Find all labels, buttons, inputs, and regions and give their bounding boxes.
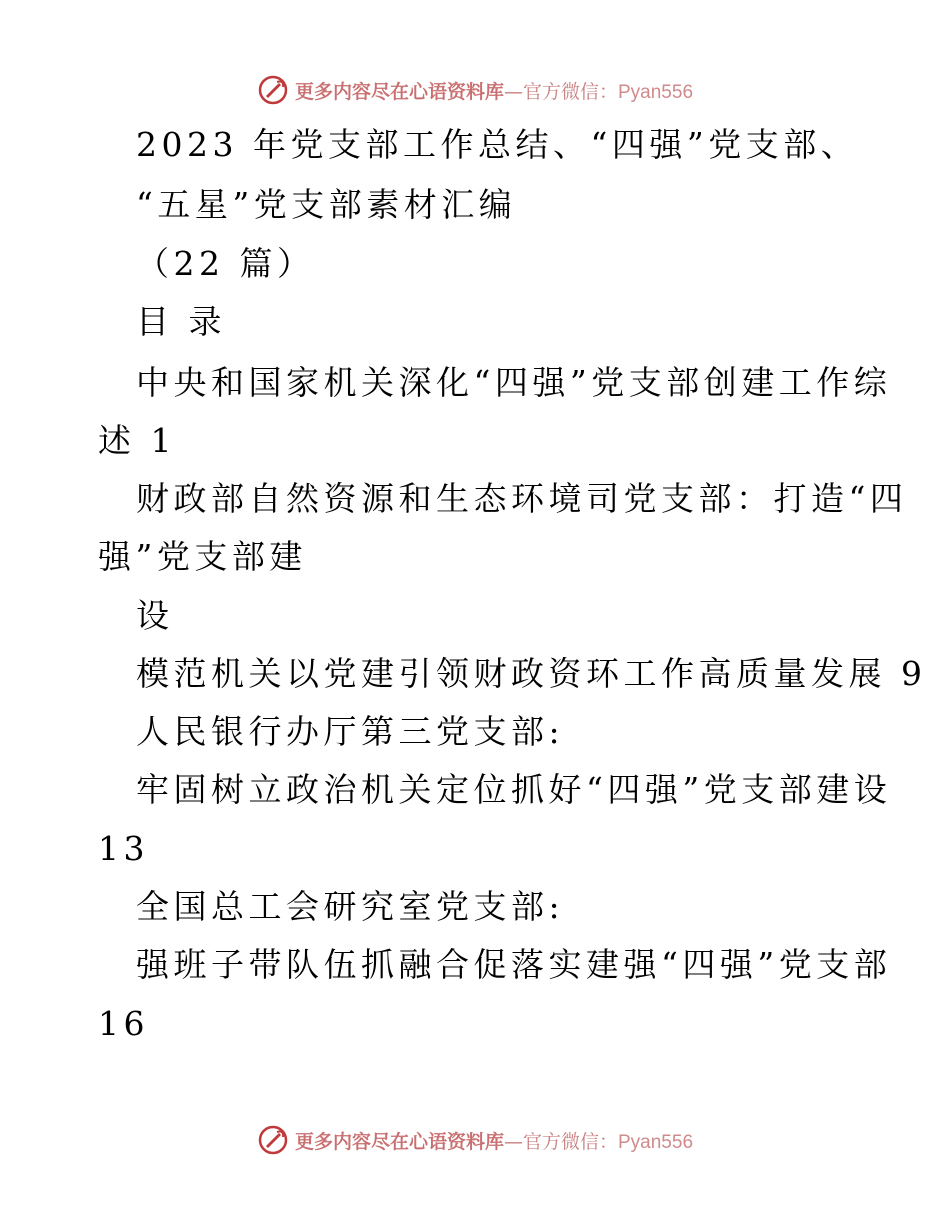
watermark-brand: 更多内容尽在心语资料库 — [294, 1130, 504, 1153]
toc-entry-5-line-1: 全国总工会研究室党支部: — [136, 887, 565, 926]
toc-entry-3: 模范机关以党建引领财政资环工作高质量发展 9 — [136, 654, 927, 693]
watermark-brand: 更多内容尽在心语资料库 — [294, 80, 504, 103]
toc-entry-2-line-3: 设 — [136, 596, 174, 635]
toc-entry-1-line-1: 中央和国家机关深化“四强”党支部创建工作综 — [136, 363, 892, 402]
watermark-handle: Pyan556 — [618, 1131, 694, 1153]
watermark-handle: Pyan556 — [618, 81, 694, 103]
doc-title-line-1: 2023 年党支部工作总结、“四强”党支部、 — [136, 125, 859, 164]
watermark-label: 官方微信： — [522, 80, 618, 103]
doc-count: （22 篇） — [136, 244, 315, 283]
toc-heading: 目 录 — [136, 302, 226, 341]
toc-entry-4-line-1: 人民银行办厅第三党支部: — [136, 712, 565, 751]
toc-entry-1-line-2: 述 1 — [98, 421, 176, 460]
watermark-text — [295, 1127, 693, 1154]
toc-entry-2-line-1: 财政部自然资源和生态环境司党支部：打造“四 — [136, 479, 908, 518]
watermark-label: 官方微信： — [522, 1130, 618, 1153]
doc-title-line-2: “五星”党支部素材汇编 — [136, 185, 517, 224]
watermark-dash: — — [503, 80, 523, 103]
toc-entry-5-line-2: 强班子带队伍抓融合促落实建强“四强”党支部 — [136, 945, 892, 984]
watermark-dash: — — [503, 1130, 523, 1153]
toc-entry-5-page: 16 — [98, 1004, 149, 1043]
toc-entry-2-line-2: 强”党支部建 — [98, 537, 307, 576]
quill-logo-icon — [257, 1124, 289, 1156]
toc-entry-4-line-2: 牢固树立政治机关定位抓好“四强”党支部建设 — [136, 770, 892, 809]
footer-watermark — [0, 1120, 950, 1160]
toc-entry-4-page: 13 — [98, 829, 149, 868]
